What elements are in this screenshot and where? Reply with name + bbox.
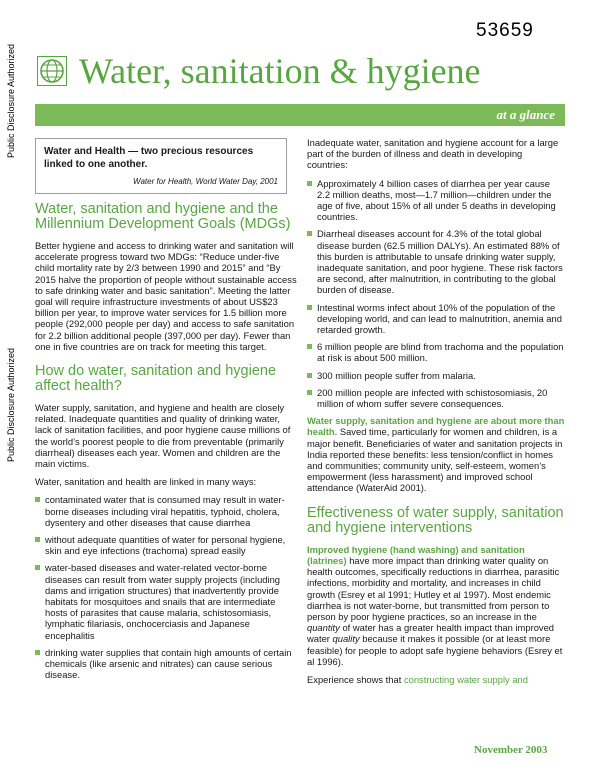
list-item-text: 300 million people suffer from malaria.: [317, 369, 476, 381]
bullet-icon: [307, 373, 312, 378]
list-item-text: Diarrheal diseases account for 4.3% of the total global disease burden (62.5 million DALYs). An estimated 88% of this burden is attributable to unsafe drinking water supply, inadequate sanitation, and poor hygiene. These risk factors are second, after malnutrition, in contributing to the global burden of disease.: [317, 228, 563, 296]
publication-date: November 2003: [474, 744, 548, 756]
globe-logo-icon: [37, 56, 67, 86]
section-heading: How do water, sanitation and hygiene affect health?: [35, 363, 277, 395]
list-item-text: water-based diseases and water-related vector-borne diseases can result from water supply projects (including dams and irrigation structures) that inadvertently provide habitats for mosquitoes and snails that are intermediate hosts of parasites that cause malaria, schistosomiasis, lymphatic filariasis, onchocerciasis and Japanese encephalitis: [45, 562, 281, 641]
bullet-icon: [307, 390, 312, 395]
bullet-icon: [35, 537, 40, 542]
bullet-icon: [35, 497, 40, 502]
list-item: [307, 228, 565, 295]
page-title: Water, sanitation & hygiene: [79, 51, 481, 91]
list-item-text: Intestinal worms infect about 10% of the population of the developing world, and can lead to malnutrition, anemia and retarded growth.: [317, 301, 562, 336]
bullet-icon: [35, 565, 40, 570]
disclosure-label: Public Disclosure Authorized: [6, 347, 16, 462]
highlight-text: Improved hygiene (hand washing) and sanitation (latrines): [307, 543, 525, 566]
paragraph-text: Saved time, particularly for women and children, is a major benefit. Beneficiaries of water and sanitation projects in India reported these benefits: less tension/conflict in homes and communities; community unity, self-esteem, women’s empowerment (less harassment) and improved school attendance (WaterAid 2001).: [307, 426, 563, 494]
paragraph: [307, 415, 565, 493]
list-item: [307, 341, 565, 363]
paragraph: Inadequate water, sanitation and hygiene account for a large part of the burden of illness and death in developing countries:: [307, 137, 559, 171]
list-item: [35, 494, 297, 528]
section-heading: Water, sanitation and hygiene and the Millennium Development Goals (MDGs): [35, 201, 291, 232]
bullet-icon: [35, 650, 40, 655]
highlight-text: Water supply, sanitation and hygiene are about more than health.: [307, 415, 565, 438]
paragraph: Better hygiene and access to drinking water and sanitation will accelerate progress toward two MDGs: “Reduce under-five child mortality rate by 2/3 between 1990 and 2015” and “By 2015 halve the proportion of people without sustainable access to safe drinking water and basic sanitation”. Meeting the latter goal will require infrastructure investments of about US$23 billion per year, to improve water services for 1.5 billion more people (292,000 people per day) and access to safe sanitation for 2.2 billion additional people (397,000 per day). Fewer than one in five countries are on track for meeting this target.: [35, 240, 297, 352]
quote-box: [35, 138, 287, 194]
highlight-text: constructing water supply and: [403, 673, 528, 685]
list-item-text: Approximately 4 billion cases of diarrhea per year cause 2.2 million deaths, most—1.7 million—children under the age of five, about 15% of all under 5 deaths in developing countries.: [317, 177, 556, 223]
bullet-icon: [307, 181, 312, 186]
emphasis-text: quantity: [307, 622, 340, 634]
list-item: [307, 370, 565, 381]
quote-text: Water and Health — two precious resources linked to one another.: [44, 146, 254, 170]
list-item: [307, 178, 565, 223]
bullet-icon: [307, 231, 312, 236]
list-item: [35, 534, 297, 556]
paragraph: [307, 674, 565, 685]
left-column: [35, 202, 297, 687]
list-item-text: drinking water supplies that contain high amounts of certain chemicals (like arsenic and nitrates) can cause serious disease.: [45, 646, 292, 681]
bullet-icon: [307, 344, 312, 349]
document-number: 53659: [476, 20, 534, 41]
list-item-text: contaminated water that is consumed may result in water-borne diseases including viral hepatitis, typhoid, cholera, dysentery and other diseases that cause diarrhea: [45, 494, 285, 528]
bullet-list: [35, 494, 297, 680]
list-item: [35, 562, 297, 640]
list-item-text: without adequate quantities of water for personal hygiene, skin and eye infections (trachoma) spread easily: [45, 534, 286, 557]
emphasis-text: quality: [332, 633, 360, 645]
paragraph: Water supply, sanitation, and hygiene and health are closely related. Inadequate quantities and quality of drinking water, lack of sanitation facilities, and poor hygiene cause millions of the world’s poorest people to die from preventable (primarily diarrheal) diseases each year. Women and children are the main victims.: [35, 402, 291, 470]
bullet-list: [307, 178, 565, 410]
paragraph-text: have more impact than drinking water quality on health outcomes, specifically reductions in diarrhea, parasitic infections, morbidity and mortality, and increases in child growth (Esrey et al 1991; Hutley et al 1997). Most endemic diarrhea is not water-borne, but transmitted from person to person by poor hygiene practices, so an increase in the: [307, 554, 560, 622]
quote-source: Water for Health, World Water Day, 2001: [133, 177, 278, 186]
list-item-text: 6 million people are blind from trachoma and the population at risk is about 500 million.: [317, 341, 564, 364]
list-item: [307, 302, 565, 336]
section-heading: Effectiveness of water supply, sanitation and hygiene interventions: [307, 504, 564, 536]
header-bar: [35, 104, 565, 126]
paragraph-text: of water has a greater health impact than improved water: [307, 622, 555, 645]
paragraph: Water, sanitation and health are linked in many ways:: [35, 476, 257, 488]
list-item: [307, 387, 565, 409]
list-item-text: 200 million people are infected with schistosomiasis, 20 million of whom suffer severe consequences.: [317, 386, 548, 410]
paragraph-text: Experience shows that: [307, 673, 404, 685]
bullet-icon: [307, 305, 312, 310]
disclosure-label: Public Disclosure Authorized: [6, 43, 16, 158]
paragraph: [307, 544, 565, 667]
list-item: [35, 647, 297, 681]
right-column: [307, 137, 565, 692]
subtitle: at a glance: [496, 107, 555, 122]
paragraph-text: because it makes it possible (or at least more feasible) for people to adopt safe hygiene behaviors (Esrey et al 1996).: [307, 633, 563, 667]
